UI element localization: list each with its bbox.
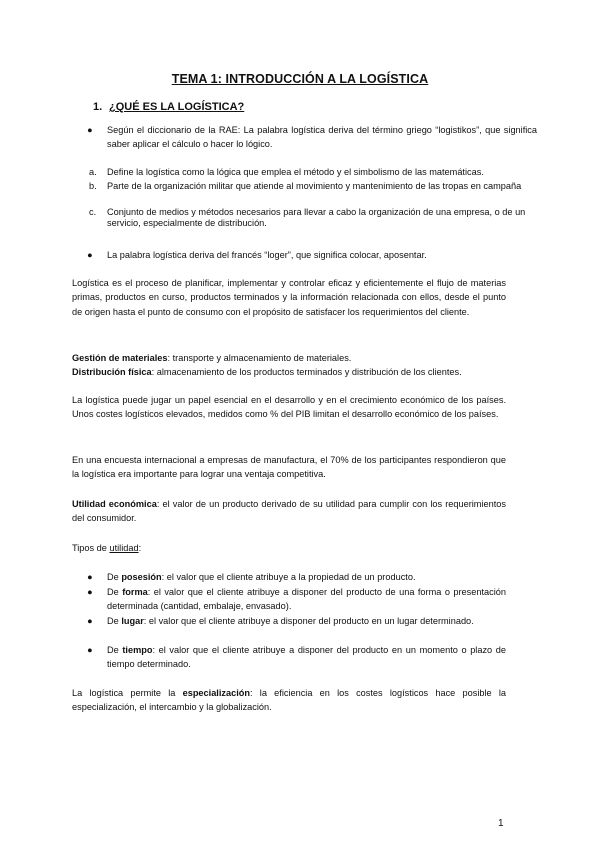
- gestion-text: : transporte y almacenamiento de materiales.: [167, 353, 352, 363]
- utilidad-item-text: : el valor que el cliente atribuye a la propiedad de un producto.: [161, 572, 416, 582]
- bullet-mark: ●: [87, 587, 93, 597]
- utilidad-item-lugar: [87, 614, 506, 628]
- distribucion-text: : almacenamiento de los productos terminados y distribución de los clientes.: [151, 367, 462, 377]
- alpha-item-a: [89, 167, 537, 178]
- alpha-mark-a: a.: [89, 167, 97, 177]
- section-heading: [93, 101, 244, 113]
- utilidad-item-text: : el valor que el cliente atribuye a disponer del producto en un lugar determinado.: [143, 616, 474, 626]
- gestion-label: Gestión de materiales: [72, 353, 168, 363]
- alpha-mark-b: b.: [89, 181, 97, 191]
- especializacion-pre: La logística permite la: [72, 688, 183, 698]
- utilidad-item-posesion: [87, 570, 506, 584]
- page-title: TEMA 1: INTRODUCCIÓN A LA LOGÍSTICA: [171, 72, 429, 86]
- section-number: 1.: [93, 101, 103, 113]
- utilidad-item-label: posesión: [121, 572, 162, 582]
- utilidad-item-text: : el valor que el cliente atribuye a disponer del producto en un momento o plazo de tiempo determinado.: [107, 645, 506, 670]
- utilidad-label: Utilidad económica: [72, 499, 157, 509]
- alpha-text-b: Parte de la organización militar que atiende al movimiento y mantenimiento de las tropas en campaña: [107, 181, 522, 191]
- utilidad-item-pre: De: [107, 616, 122, 626]
- bullet-mark: ●: [87, 572, 93, 582]
- tipos-link: utilidad: [109, 543, 139, 553]
- alpha-mark-c: c.: [89, 207, 97, 217]
- bullet-mark: ●: [87, 616, 93, 626]
- distribucion-label: Distribución física: [72, 367, 152, 377]
- paragraph-papel: La logística puede jugar un papel esencial en el desarrollo y en el crecimiento económico de los países. Unos costes logísticos elevados, medidos como % del PIB limitan el desarrollo económico de los países.: [72, 395, 506, 420]
- page-number: 1: [498, 818, 504, 829]
- utilidad-item-pre: De: [107, 572, 122, 582]
- alpha-text-c: Conjunto de medios y métodos necesarios para llevar a cabo la organización de una empresa, o de un servicio, especialmente de distribución.: [107, 207, 526, 229]
- alpha-item-b: [89, 181, 537, 192]
- paragraph-encuesta: En una encuesta internacional a empresas de manufactura, el 70% de los participantes respondieron que la logística era importante para lograr una ventaja competitiva.: [72, 455, 506, 480]
- bullet-frances-text: La palabra logística deriva del francés “loger”, que significa colocar, aposentar.: [107, 250, 427, 260]
- utilidad-item-label: tiempo: [122, 645, 153, 655]
- utilidad-item-forma: [87, 585, 506, 614]
- especializacion-label: especialización: [182, 688, 251, 698]
- utilidad-item-pre: De: [107, 587, 123, 597]
- alpha-item-c: [89, 207, 537, 229]
- utilidad-item-text: : el valor que el cliente atribuye a disponer del producto de una forma o presentación determinada (cantidad, embalaje, envasado).: [107, 587, 506, 612]
- especializacion-text: : la eficiencia en los costes logísticos hace posible la especialización, el intercambio y la globalización.: [72, 688, 507, 713]
- bullet-frances: [87, 248, 537, 262]
- paragraph-distribucion: [72, 365, 512, 379]
- alpha-text-a: Define la logística como la lógica que emplea el método y el simbolismo de las matemáticas.: [107, 167, 484, 177]
- utilidad-item-label: forma: [122, 587, 148, 597]
- bullet-mark: ●: [87, 125, 93, 135]
- section-title: ¿QUÉ ES LA LOGÍSTICA?: [109, 101, 245, 113]
- utilidad-text: : el valor de un producto derivado de su utilidad para cumplir con los requerimientos del consumidor.: [72, 499, 506, 524]
- paragraph-especializacion: [72, 686, 506, 715]
- tipos-prefix: Tipos de: [72, 543, 110, 553]
- paragraph-gestion: [72, 351, 506, 365]
- tipos-suffix: :: [138, 543, 142, 553]
- paragraph-logistica: Logística es el proceso de planificar, implementar y controlar eficaz y eficientemente el flujo de materias primas, productos en curso, productos terminados y la información relacionada con ellos, desde el punto de origen hasta el punto de consumo con el propósito de satisfacer los requerimientos del cliente.: [72, 278, 506, 317]
- utilidad-item-tiempo: [87, 643, 506, 672]
- utilidad-item-label: lugar: [121, 616, 144, 626]
- paragraph-utilidad: [72, 497, 506, 526]
- bullet-rae-text: Según el diccionario de la RAE: La palabra logística deriva del término griego “logistikos”, que significa saber aplicar el cálculo o hacer lo lógico.: [107, 125, 537, 150]
- bullet-rae: [87, 123, 537, 152]
- bullet-mark: ●: [87, 250, 93, 260]
- paragraph-tipos: [72, 541, 372, 555]
- bullet-mark: ●: [87, 645, 93, 655]
- utilidad-item-pre: De: [107, 645, 123, 655]
